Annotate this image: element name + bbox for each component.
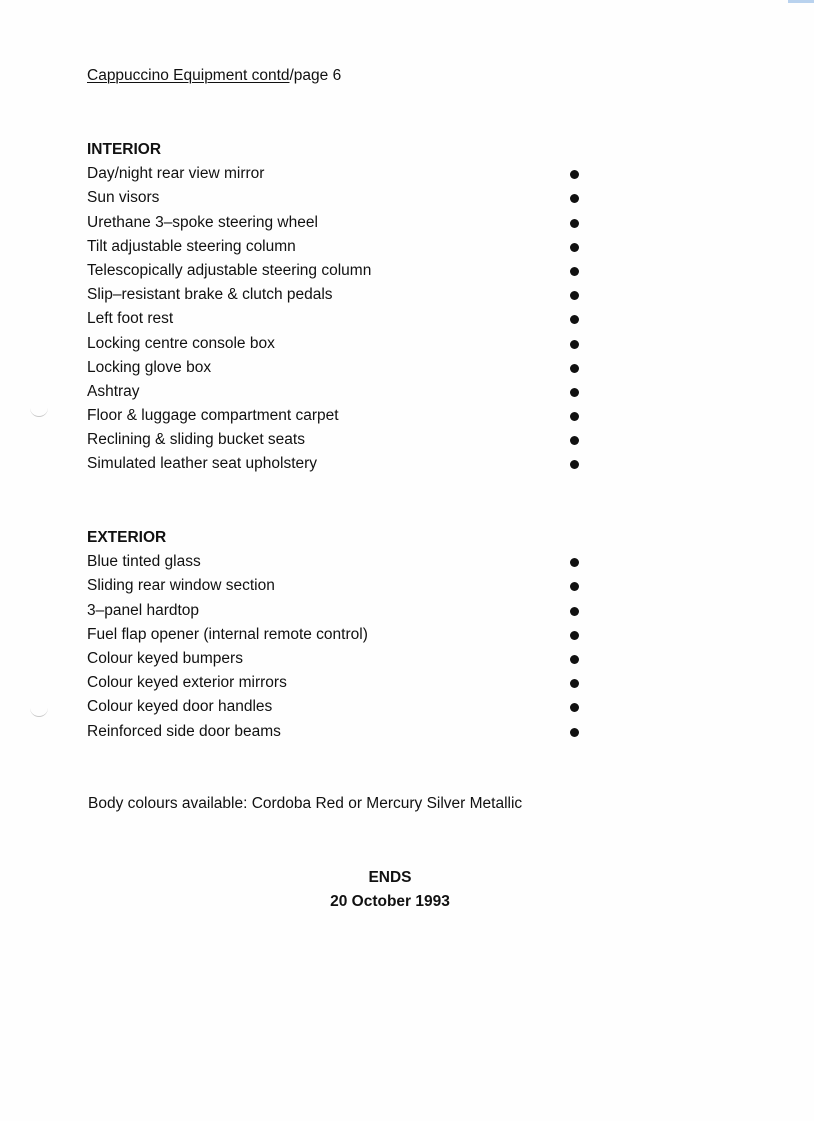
exterior-list bbox=[87, 552, 587, 746]
standard-equipment-bullet-icon bbox=[570, 315, 579, 324]
equipment-item-label: Locking glove box bbox=[87, 358, 212, 376]
equipment-item-label: 3–panel hardtop bbox=[87, 601, 200, 619]
interior-section bbox=[87, 140, 587, 479]
equipment-item bbox=[87, 164, 587, 188]
equipment-item bbox=[87, 601, 587, 625]
equipment-item bbox=[87, 722, 587, 746]
equipment-item bbox=[87, 649, 587, 673]
standard-equipment-bullet-icon bbox=[570, 364, 579, 373]
equipment-item-label: Reclining & sliding bucket seats bbox=[87, 431, 305, 449]
equipment-item bbox=[87, 382, 587, 406]
equipment-item bbox=[87, 261, 587, 285]
standard-equipment-bullet-icon bbox=[570, 728, 579, 737]
document-date: 20 October 1993 bbox=[330, 893, 450, 910]
equipment-item-label: Urethane 3–spoke steering wheel bbox=[87, 213, 318, 231]
equipment-item-label: Colour keyed exterior mirrors bbox=[87, 674, 287, 692]
equipment-item bbox=[87, 188, 587, 212]
standard-equipment-bullet-icon bbox=[570, 243, 579, 252]
equipment-item-label: Simulated leather seat upholstery bbox=[87, 455, 318, 473]
equipment-item-label: Tilt adjustable steering column bbox=[87, 237, 296, 255]
equipment-item bbox=[87, 406, 587, 430]
equipment-item bbox=[87, 454, 587, 478]
header-page-number: /page 6 bbox=[289, 67, 342, 84]
standard-equipment-bullet-icon bbox=[570, 267, 579, 276]
equipment-item-label: Fuel flap opener (internal remote control) bbox=[87, 625, 368, 643]
punch-hole-mark bbox=[30, 408, 48, 417]
standard-equipment-bullet-icon bbox=[570, 436, 579, 445]
body-colours-note: Body colours available: Cordoba Red or Mercury Silver Metallic bbox=[88, 795, 523, 812]
equipment-item-label: Day/night rear view mirror bbox=[87, 165, 265, 183]
page-header bbox=[87, 66, 341, 86]
standard-equipment-bullet-icon bbox=[570, 291, 579, 300]
header-title: Cappuccino Equipment contd bbox=[87, 67, 290, 84]
standard-equipment-bullet-icon bbox=[570, 412, 579, 421]
equipment-item-label: Colour keyed bumpers bbox=[87, 649, 243, 667]
equipment-item bbox=[87, 309, 587, 333]
equipment-item-label: Colour keyed door handles bbox=[87, 698, 273, 716]
equipment-item-label: Floor & luggage compartment carpet bbox=[87, 407, 339, 425]
standard-equipment-bullet-icon bbox=[570, 679, 579, 688]
equipment-item bbox=[87, 430, 587, 454]
equipment-item-label: Sliding rear window section bbox=[87, 577, 275, 595]
ends-label: ENDS bbox=[368, 869, 412, 886]
equipment-item bbox=[87, 625, 587, 649]
equipment-item bbox=[87, 285, 587, 309]
equipment-item-label: Telescopically adjustable steering column bbox=[87, 261, 372, 279]
equipment-item-label: Blue tinted glass bbox=[87, 553, 201, 571]
standard-equipment-bullet-icon bbox=[570, 460, 579, 469]
equipment-item-label: Sun visors bbox=[87, 189, 160, 207]
equipment-item bbox=[87, 552, 587, 576]
standard-equipment-bullet-icon bbox=[570, 582, 579, 591]
equipment-item bbox=[87, 237, 587, 261]
equipment-item-label: Reinforced side door beams bbox=[87, 722, 281, 740]
standard-equipment-bullet-icon bbox=[570, 655, 579, 664]
standard-equipment-bullet-icon bbox=[570, 703, 579, 712]
equipment-item bbox=[87, 213, 587, 237]
equipment-item-label: Ashtray bbox=[87, 382, 140, 400]
standard-equipment-bullet-icon bbox=[570, 607, 579, 616]
standard-equipment-bullet-icon bbox=[570, 219, 579, 228]
equipment-item bbox=[87, 697, 587, 721]
standard-equipment-bullet-icon bbox=[570, 631, 579, 640]
interior-list bbox=[87, 164, 587, 478]
scan-edge-mark bbox=[788, 0, 814, 3]
standard-equipment-bullet-icon bbox=[570, 388, 579, 397]
equipment-item-label: Locking centre console box bbox=[87, 334, 275, 352]
equipment-item-label: Slip–resistant brake & clutch pedals bbox=[87, 286, 333, 304]
interior-heading: INTERIOR bbox=[87, 141, 162, 158]
equipment-item-label: Left foot rest bbox=[87, 310, 174, 328]
exterior-heading: EXTERIOR bbox=[87, 529, 167, 546]
standard-equipment-bullet-icon bbox=[570, 558, 579, 567]
equipment-item bbox=[87, 576, 587, 600]
standard-equipment-bullet-icon bbox=[570, 194, 579, 203]
standard-equipment-bullet-icon bbox=[570, 340, 579, 349]
equipment-item bbox=[87, 334, 587, 358]
exterior-section bbox=[87, 528, 587, 746]
standard-equipment-bullet-icon bbox=[570, 170, 579, 179]
equipment-item bbox=[87, 673, 587, 697]
equipment-item bbox=[87, 358, 587, 382]
punch-hole-mark bbox=[30, 708, 48, 717]
